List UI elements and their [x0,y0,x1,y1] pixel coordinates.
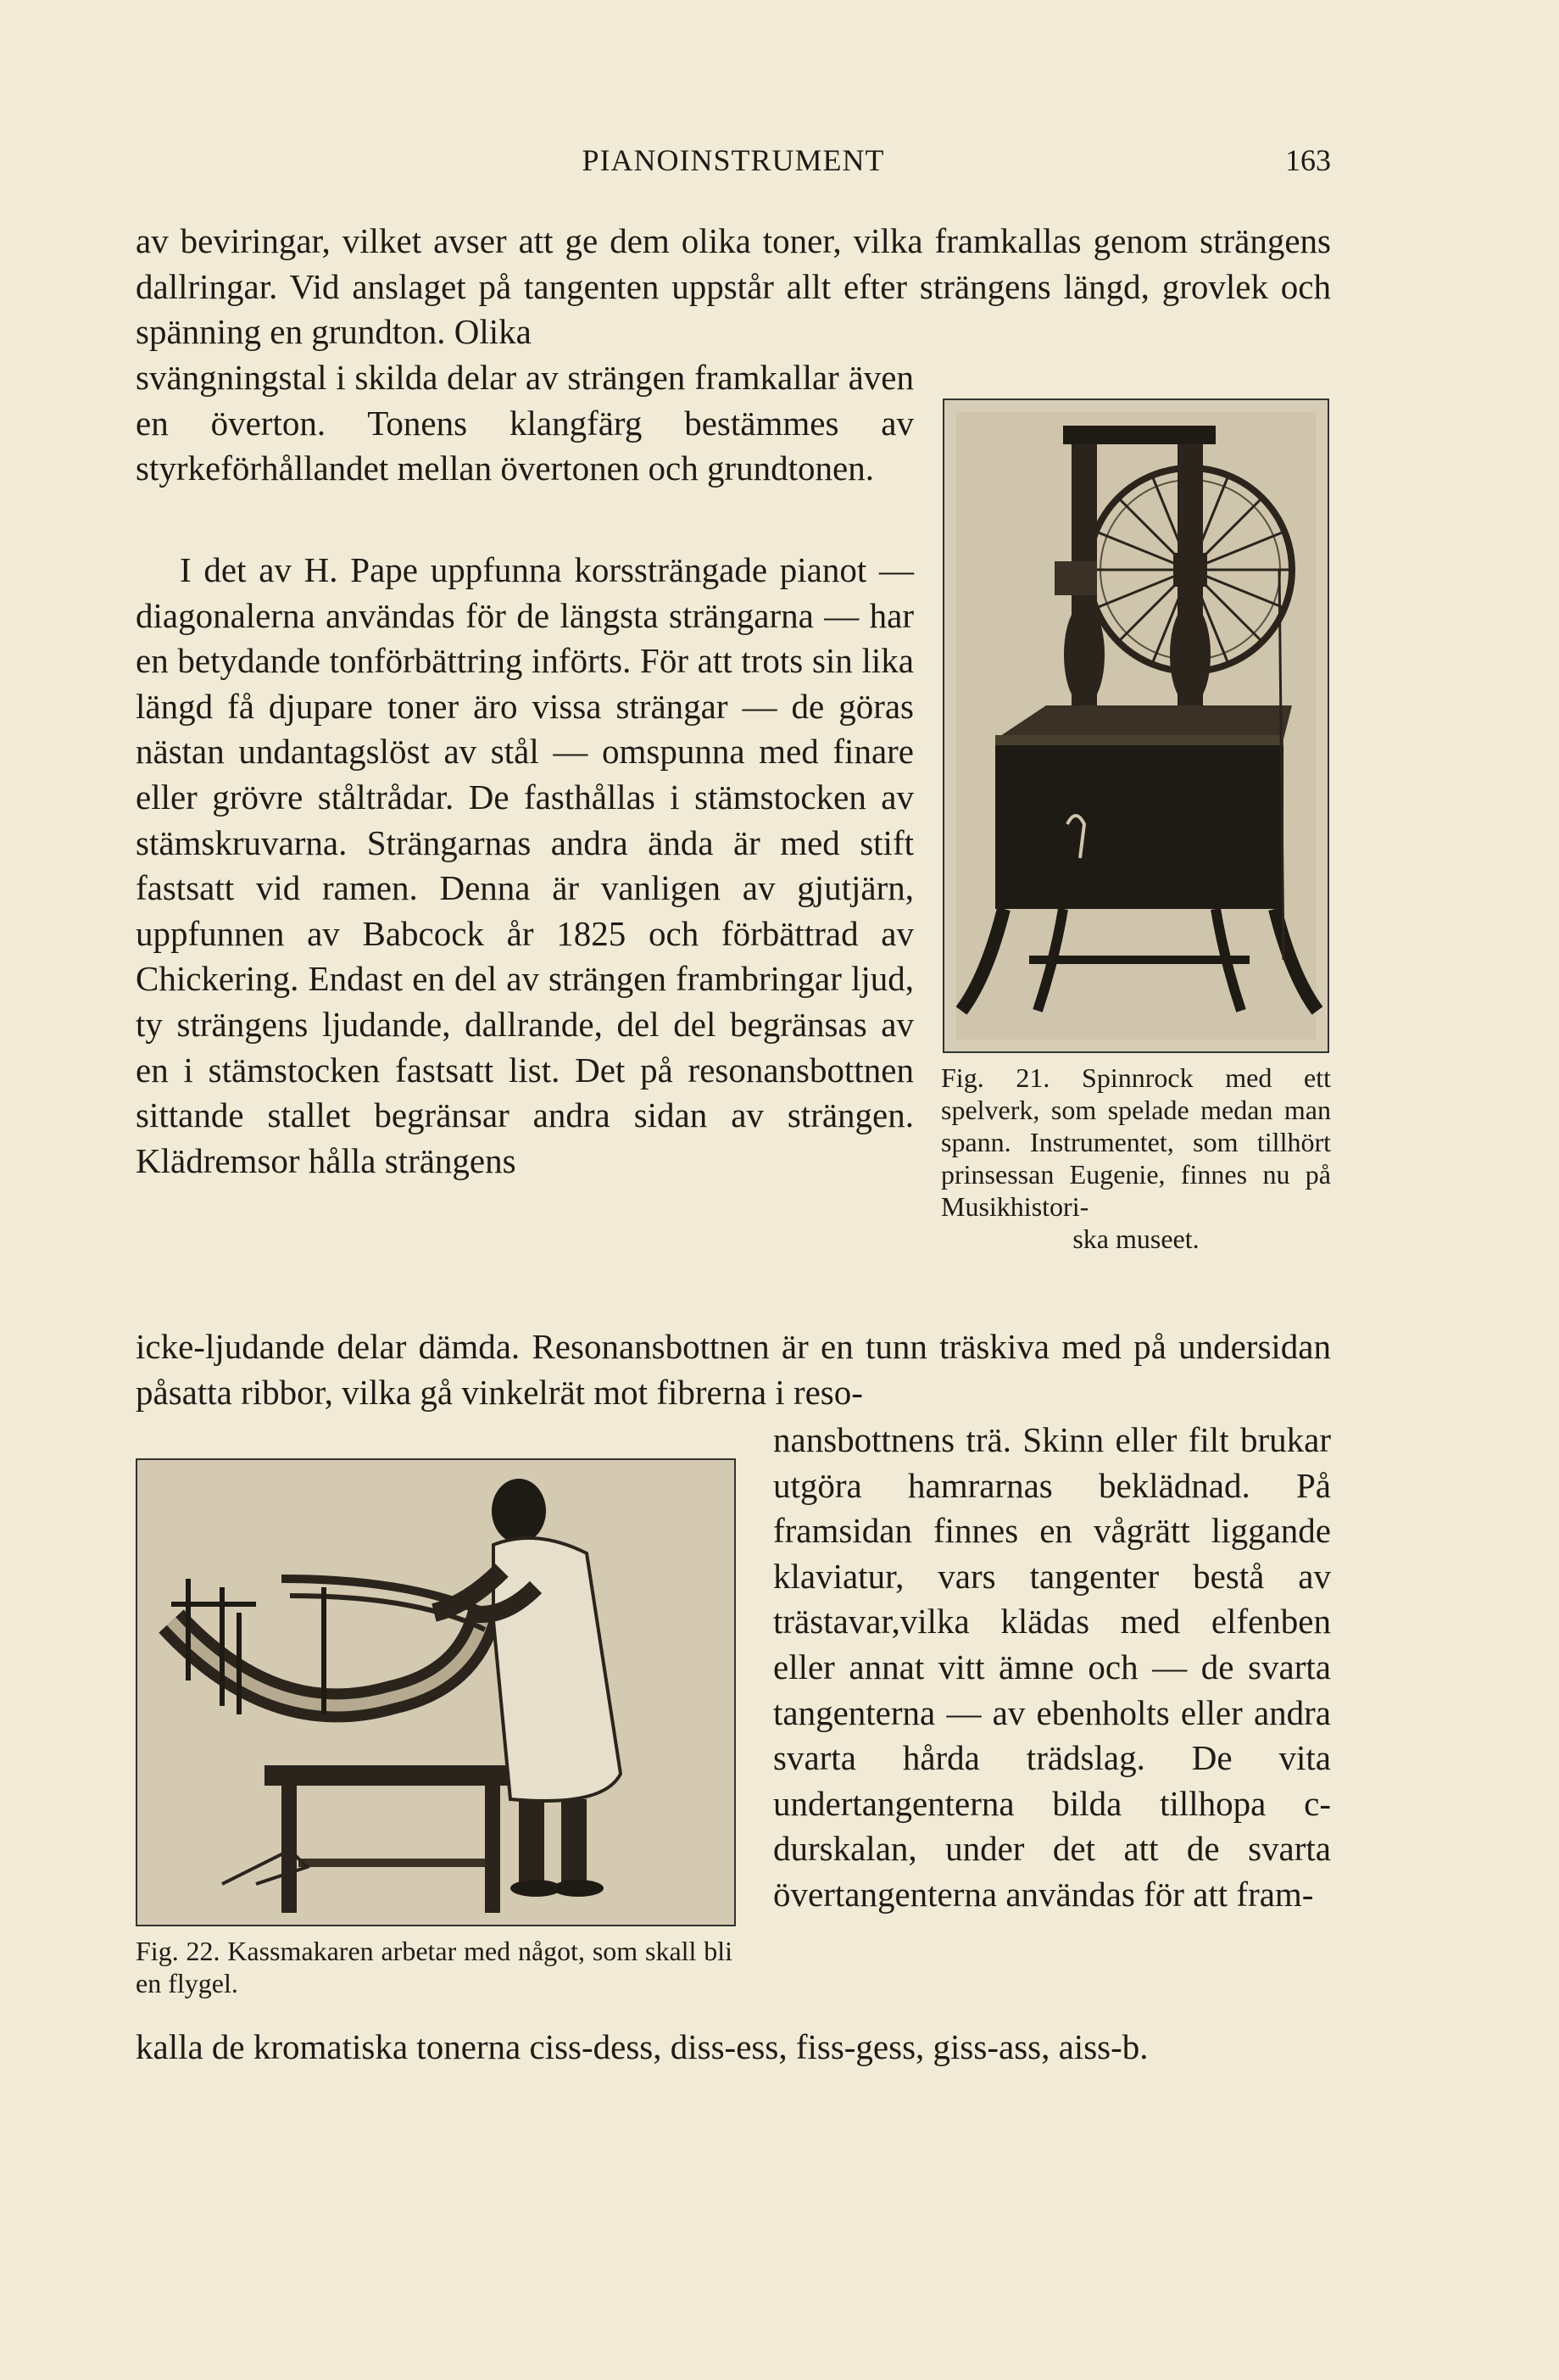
figure-21-caption [941,1062,1331,1255]
paragraph-2-end: kalla de kromatiska tonerna ciss-dess, diss-ess, fiss-gess, giss-ass, aiss-b. [136,2027,1149,2066]
figure-22-case-maker-image [136,1458,736,1926]
figure-21-caption-last-line: ska museet. [1072,1223,1200,1254]
paragraph-1-full: av beviringar, vilket avser att ge dem olika toner, vilka framkallas genom strängens dallringar. Vid anslaget på tangenten uppstår allt efter strängens längd, grovlek och spänning en grundton. Olika [136,221,1331,352]
paragraph-2-full: icke-ljudande delar dämda. Resonansbottnen är en tunn träskiva med på undersidan påsatta ribbor, vilka gå vinkelrät mot fibrerna i reso- [136,1327,1331,1412]
running-title: PIANOINSTRUMENT [582,143,885,177]
figure-21-caption-text: Fig. 21. Spinnrock med ett spelverk, som spelade medan man spann. Instrumentet, som tillhört prinsessan Eugenie, finnes nu på Musikhistori- [941,1062,1331,1222]
case-maker-illustration [137,1460,734,1925]
paragraph-1-narrow: svängningstal i skilda delar av strängen framkallar även en överton. Tonens klangfärg bestämmes av styrkeförhållandet mellan övertonen och grundtonen. [136,358,914,488]
page-header [136,142,1331,185]
paragraph-2-right-column: nansbottnens trä. Skinn eller filt brukar utgöra hamrarnas beklädnad. På framsidan finnes en vågrätt liggande klaviatur, vars tangenter bestå av trästavar,vilka klädas med elfenben eller annat vitt ämne och — de svarta tangenterna — av ebenholts eller andra svarta hårda trädslag. De vita undertangenterna bilda tillhopa c-durskalan, under det att de svarta övertangenterna användas för att fram- [773,1420,1331,1914]
figure-21-spinning-wheel-image [943,399,1329,1053]
figure-22-caption [136,1935,732,1999]
spinning-wheel-illustration [944,400,1328,1051]
page-number: 163 [1285,143,1331,177]
figure-22-caption-text: Fig. 22. Kassmakaren arbetar med något, som skall bli en flygel. [136,1936,732,1998]
paragraph-2-narrow: I det av H. Pape uppfunna korssträngade pianot — diagonalerna användas för de längsta strängarna — har en betydande tonförbättring införts. För att trots sin lika längd få djupare toner äro vissa strängar — de göras nästan undantagslöst av stål — omspunna med finare eller grövre ståltrådar. De fasthållas i stämstocken av stämskruvarna. Strängarnas andra ända är med stift fastsatt vid ramen. Denna är vanligen av gjutjärn, uppfunnen av Babcock år 1825 och förbättrad av Chickering. Endast en del av strängen frambringar ljud, ty strängens ljudande, dallrande, del del begränsas av en i stämstocken fastsatt list. Det på resonansbottnen sittande stallet begränsar andra sidan av strängen. Klädremsor hålla strängens [136,550,914,1180]
